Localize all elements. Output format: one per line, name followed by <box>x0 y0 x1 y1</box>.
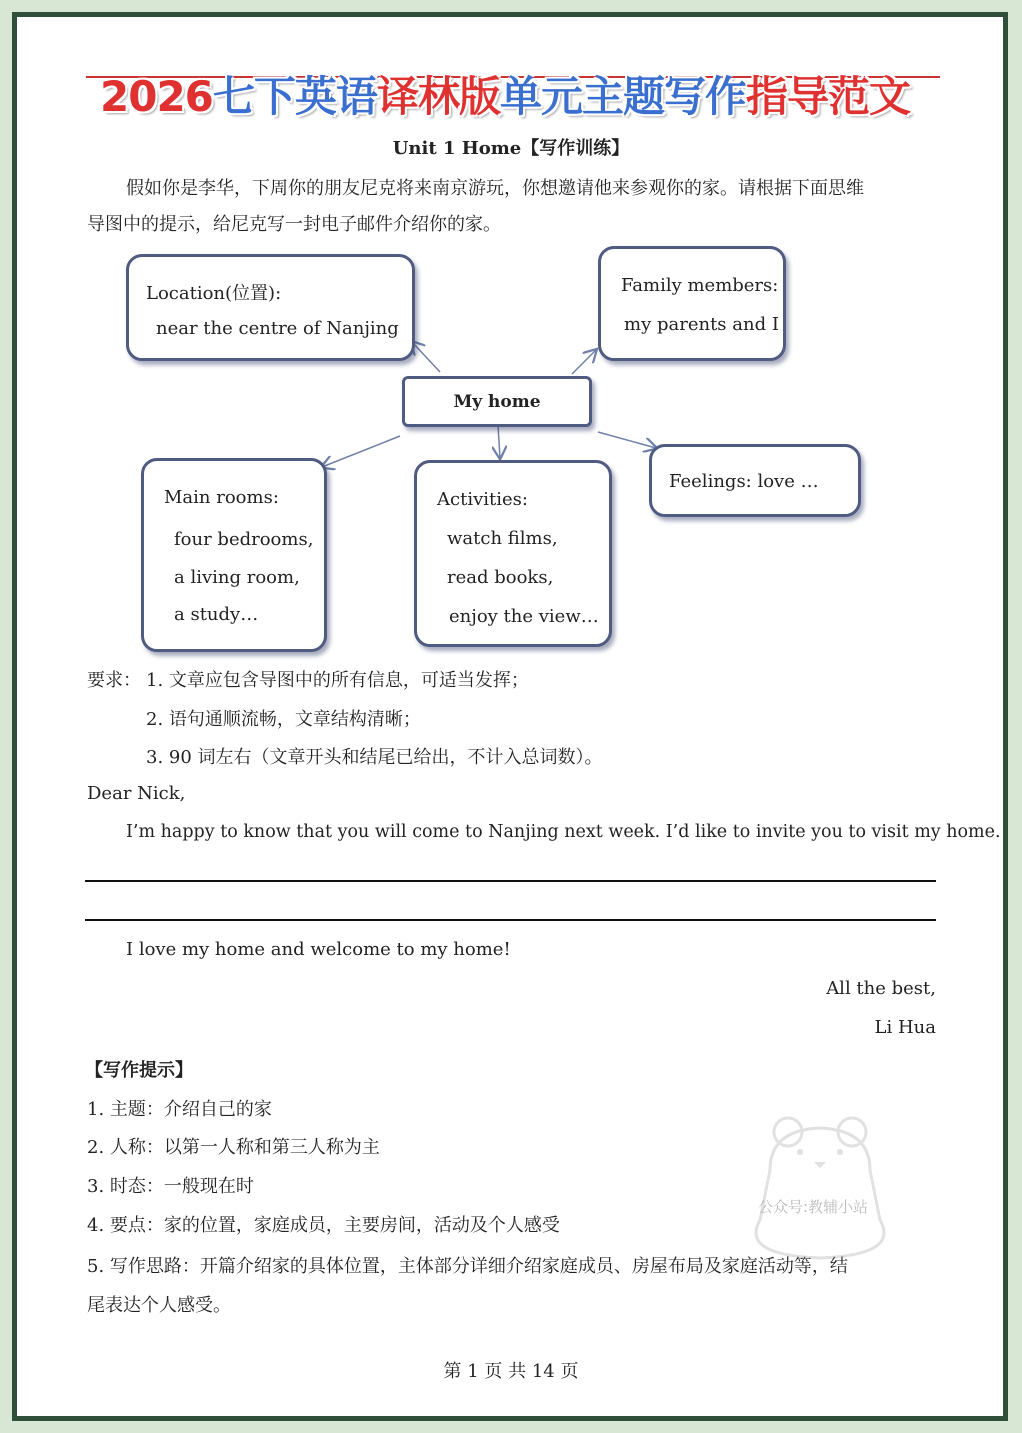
title-part-topic: 单元主题写作 <box>499 72 746 121</box>
tip-item: 4. 要点：家的位置，家庭成员，主要房间，活动及个人感受 <box>87 1215 560 1236</box>
mindmap-activities-box <box>414 460 612 647</box>
rooms-item: a living room, <box>174 567 300 588</box>
rooms-item: four bedrooms, <box>174 529 314 550</box>
letter-greeting: Dear Nick, <box>87 783 186 804</box>
title-part-year: 2026 <box>100 72 213 121</box>
title-part-guide: 指导范文 <box>745 72 910 121</box>
mindmap-rooms-box <box>141 458 327 652</box>
answer-line <box>85 880 936 882</box>
family-label: Family members: <box>621 275 779 296</box>
title-part-edition: 译林版 <box>376 72 500 121</box>
feelings-label: Feelings: love … <box>669 471 819 492</box>
arrow-to-location <box>412 342 440 372</box>
requirement-item: 3. 90 词左右（文章开头和结尾已给出，不计入总词数）。 <box>146 747 603 768</box>
activities-label: Activities: <box>437 489 528 510</box>
location-label: Location(位置): <box>146 283 282 304</box>
requirements-prefix: 要求： <box>87 670 141 691</box>
location-value: near the centre of Nanjing <box>156 318 399 339</box>
family-value: my parents and I <box>624 314 779 335</box>
prompt-line-2: 导图中的提示，给尼克写一封电子邮件介绍你的家。 <box>87 214 501 235</box>
tip-item: 2. 人称：以第一人称和第三人称为主 <box>87 1137 380 1158</box>
mindmap-location-box <box>126 254 415 361</box>
page-footer: 第 1 页 共 14 页 <box>443 1361 579 1382</box>
tip-item: 5. 写作思路：开篇介绍家的具体位置，主体部分详细介绍家庭成员、房屋布局及家庭活动等，结 <box>87 1256 848 1277</box>
watermark-text: 公众号:教辅小站 <box>758 1198 869 1216</box>
title-part-grade: 七下英语 <box>212 72 377 121</box>
letter-name: Li Hua <box>874 1017 936 1038</box>
arrow-to-family <box>572 350 596 374</box>
requirement-item: 1. 文章应包含导图中的所有信息，可适当发挥； <box>146 670 529 691</box>
tip-item: 1. 主题：介绍自己的家 <box>87 1099 272 1120</box>
tip-item: 3. 时态：一般现在时 <box>87 1176 254 1197</box>
mindmap-family-box <box>598 246 786 361</box>
answer-line <box>85 919 936 921</box>
arrow-to-rooms <box>322 436 400 467</box>
activities-item: watch films, <box>447 528 558 549</box>
letter-signoff: All the best, <box>826 978 936 999</box>
tips-heading: 【写作提示】 <box>85 1060 193 1081</box>
activities-item: read books, <box>447 567 554 588</box>
unit-title: Unit 1 Home【写作训练】 <box>392 138 630 159</box>
mindmap-center-box <box>402 376 592 427</box>
mindmap-feelings-box <box>649 444 861 517</box>
letter-closing: I love my home and welcome to my home! <box>126 939 511 960</box>
prompt-line-1: 假如你是李华，下周你的朋友尼克将来南京游玩，你想邀请他来参观你的家。请根据下面思维 <box>126 178 864 199</box>
center-label: My home <box>453 392 541 412</box>
arrow-to-activities <box>498 425 500 458</box>
requirement-item: 2. 语句通顺流畅，文章结构清晰； <box>146 709 421 730</box>
bear-watermark-icon <box>730 1110 910 1260</box>
activities-item: enjoy the view… <box>449 606 599 627</box>
rooms-label: Main rooms: <box>164 487 279 508</box>
tip-item: 尾表达个人感受。 <box>87 1295 231 1316</box>
rooms-item: a study… <box>174 604 259 625</box>
letter-opening: I’m happy to know that you will come to Nanjing next week. I’d like to invite you to visit my home. <box>126 822 1001 842</box>
arrow-to-feelings <box>598 432 656 448</box>
